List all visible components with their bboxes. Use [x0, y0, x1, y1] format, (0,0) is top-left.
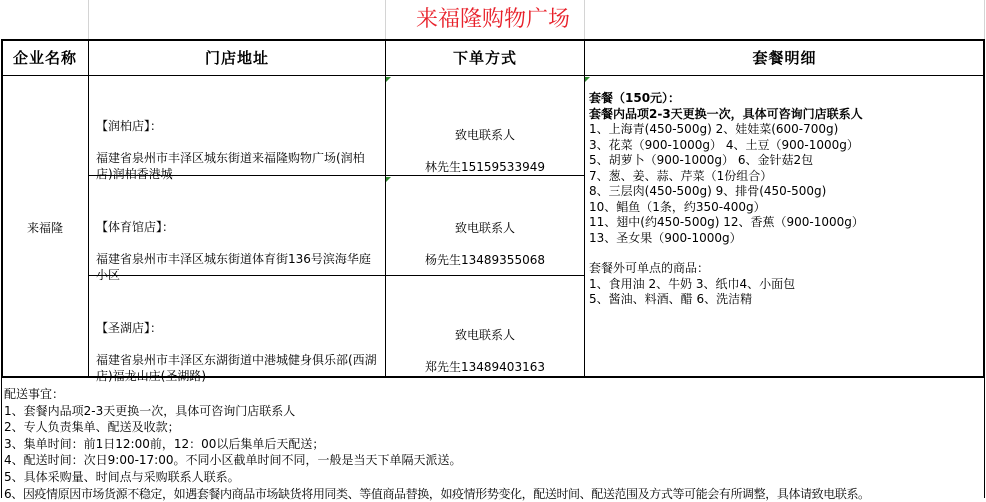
header-address: 门店地址: [204, 49, 269, 67]
extras-item: 1、食用油 2、牛奶 3、纸巾4、小面包: [589, 276, 796, 291]
store-address: 福建省泉州市丰泽区城东街道体育街136号滨海华庭小区: [96, 252, 371, 282]
package-item: 11、翅中(约450-500g) 12、香蕉（900-1000g）: [589, 215, 864, 229]
order-block: [386, 204, 584, 284]
note-item: 3、集单时间：前1日12:00前，12：00以后集单后天配送；: [4, 436, 325, 451]
store-block: [96, 102, 381, 198]
order-block: [386, 111, 584, 191]
note-item: 2、专人负责集单、配送及收款；: [4, 420, 180, 435]
column-divider: [584, 39, 585, 378]
package-item: 10、鲳鱼（1条，约350-400g）: [589, 199, 766, 214]
package-subtitle: 套餐内品项2-3天更换一次，具体可咨询门店联系人: [589, 106, 863, 121]
contact-phone[interactable]: 郑先生13489403163: [425, 360, 545, 374]
notes-title: 配送事宜：: [4, 387, 65, 401]
note-item: 5、具体采购量、时间点与采购联系人联系。: [4, 469, 240, 484]
note-item: 6、因疫情原因市场货源不稳定，如遇套餐内商品市场缺货将用同类、等值商品替换，如疫情形势变化，配送时间、配送范围及方式等可能会有所调整，具体请致电联系。: [4, 486, 870, 501]
header-company: 企业名称: [12, 49, 77, 67]
package-item: 5、胡萝卜（900-1000g） 6、金针菇2包: [589, 153, 814, 167]
store-name: 【体育馆店】：: [96, 220, 175, 234]
store-address: 福建省泉州市丰泽区城东街道来福隆购物广场(润柏店)润柏香港城: [96, 151, 365, 181]
store-block: [96, 203, 381, 299]
cell-marker: [585, 77, 590, 82]
package-item: 13、圣女果（900-1000g）: [589, 230, 742, 245]
extras-title: 套餐外可单点的商品：: [589, 261, 710, 275]
package-detail: [589, 91, 981, 308]
store-address: 福建省泉州市丰泽区东湖街道中港城健身俱乐部(西湖店)福龙山庄(圣湖路): [96, 353, 377, 383]
contact-phone[interactable]: 杨先生13489355068: [425, 253, 545, 267]
contact-phone[interactable]: 林先生15159533949: [425, 160, 545, 174]
package-item: 3、花菜（900-1000g） 4、土豆（900-1000g）: [589, 137, 859, 152]
note-item: 1、套餐内品项2-3天更换一次，具体可咨询门店联系人: [4, 403, 296, 418]
delivery-notes: [4, 386, 984, 502]
company-name: 来福隆: [26, 221, 63, 235]
order-block: [386, 311, 584, 391]
header-package: 套餐明细: [752, 49, 817, 67]
header-order: 下单方式: [452, 49, 517, 67]
contact-label: 致电联系人: [454, 128, 515, 142]
package-item: 7、葱、姜、蒜、芹菜（1份组合）: [589, 168, 773, 183]
spacer: [589, 246, 981, 261]
page-title: 来福隆购物广场: [415, 7, 570, 32]
contact-label: 致电联系人: [454, 328, 515, 342]
store-name: 【圣湖店】：: [96, 321, 163, 335]
cell-marker: [386, 77, 391, 82]
package-item: 8、三层肉(450-500g) 9、排骨(450-500g): [589, 184, 827, 198]
store-name: 【润柏店】：: [96, 119, 163, 133]
package-item: 1、上海青(450-500g) 2、娃娃菜(600-700g): [589, 122, 839, 136]
extras-item: 5、酱油、料酒、醋 6、洗洁精: [589, 292, 753, 306]
note-item: 4、配送时间：次日9:00-17:00。不同小区截单时间不同，一般是当天下单隔天派送。: [4, 453, 462, 468]
contact-label: 致电联系人: [454, 221, 515, 235]
column-divider: [88, 39, 89, 378]
package-title: 套餐（150元）：: [589, 91, 681, 105]
